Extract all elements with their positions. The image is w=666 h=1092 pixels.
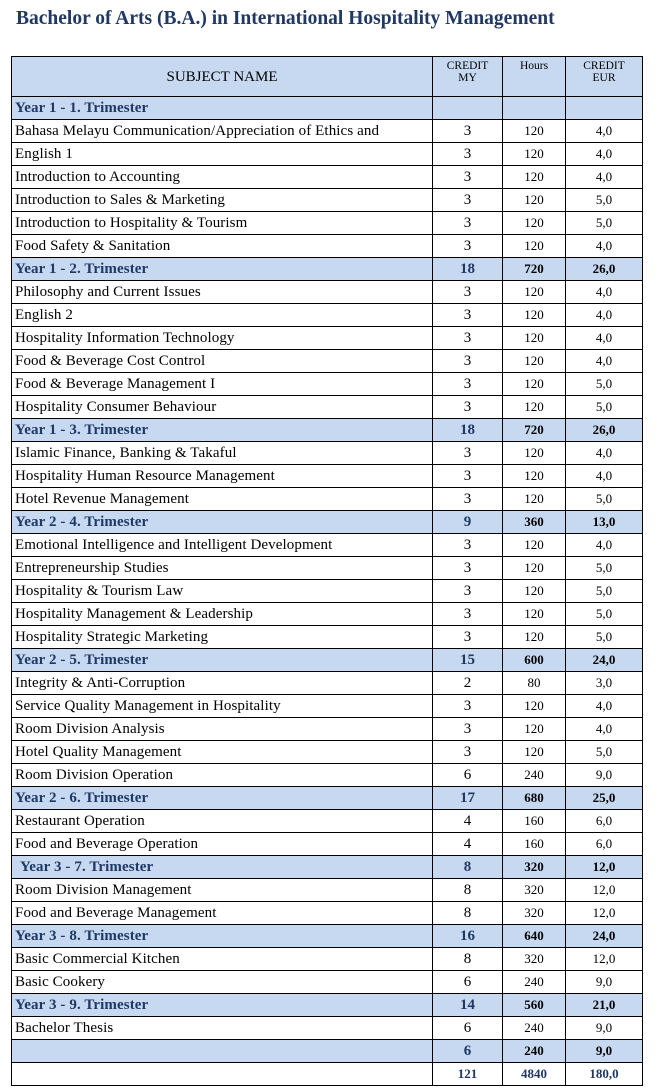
credit-eur-cell: 12,0 bbox=[566, 902, 643, 925]
course-row bbox=[12, 327, 643, 350]
hours-cell: 120 bbox=[503, 143, 566, 166]
hours-cell: 120 bbox=[503, 580, 566, 603]
subject-name-cell: Introduction to Accounting bbox=[12, 166, 433, 189]
hours-cell: 720 bbox=[503, 419, 566, 442]
hours-cell: 120 bbox=[503, 442, 566, 465]
credit-eur-cell: 5,0 bbox=[566, 557, 643, 580]
course-row bbox=[12, 672, 643, 695]
hours-cell: 120 bbox=[503, 718, 566, 741]
hours-cell bbox=[503, 97, 566, 120]
credit-eur-cell: 24,0 bbox=[566, 925, 643, 948]
credit-eur-cell bbox=[566, 97, 643, 120]
subject-name-cell: Year 3 - 8. Trimester bbox=[12, 925, 433, 948]
hours-cell: 120 bbox=[503, 373, 566, 396]
credit-my-cell: 18 bbox=[433, 258, 503, 281]
course-row bbox=[12, 741, 643, 764]
hours-cell: 120 bbox=[503, 350, 566, 373]
credit-my-cell: 3 bbox=[433, 488, 503, 511]
credit-my-cell: 3 bbox=[433, 350, 503, 373]
credit-my-cell: 3 bbox=[433, 603, 503, 626]
subject-name-cell: Year 2 - 5. Trimester bbox=[12, 649, 433, 672]
course-row bbox=[12, 557, 643, 580]
credit-my-header bbox=[433, 57, 503, 97]
course-row bbox=[12, 718, 643, 741]
credit-eur-cell: 4,0 bbox=[566, 327, 643, 350]
course-row bbox=[12, 603, 643, 626]
subject-name-cell: Room Division Management bbox=[12, 879, 433, 902]
credit-eur-cell: 9,0 bbox=[566, 1040, 643, 1063]
credit-eur-cell: 21,0 bbox=[566, 994, 643, 1017]
subject-name-cell bbox=[12, 1040, 433, 1063]
subject-name-cell: Year 3 - 7. Trimester bbox=[12, 856, 433, 879]
hours-cell: 120 bbox=[503, 557, 566, 580]
credit-eur-cell: 26,0 bbox=[566, 258, 643, 281]
subject-name-cell: Hospitality & Tourism Law bbox=[12, 580, 433, 603]
course-row bbox=[12, 143, 643, 166]
credit-my-cell: 17 bbox=[433, 787, 503, 810]
credit-eur-cell: 5,0 bbox=[566, 488, 643, 511]
subject-name-cell: Year 2 - 4. Trimester bbox=[12, 511, 433, 534]
trimester-header-row bbox=[12, 787, 643, 810]
subject-name-cell: Room Division Analysis bbox=[12, 718, 433, 741]
credit-my-header-line2: MY bbox=[458, 72, 477, 84]
credit-eur-cell: 4,0 bbox=[566, 442, 643, 465]
credit-eur-cell: 4,0 bbox=[566, 350, 643, 373]
hours-cell: 120 bbox=[503, 695, 566, 718]
credit-eur-cell: 5,0 bbox=[566, 189, 643, 212]
credit-eur-cell: 12,0 bbox=[566, 856, 643, 879]
hours-cell: 120 bbox=[503, 304, 566, 327]
subject-name-cell: Hospitality Strategic Marketing bbox=[12, 626, 433, 649]
hours-cell: 160 bbox=[503, 833, 566, 856]
trimester-header-row bbox=[12, 97, 643, 120]
subject-name-cell: Food and Beverage Management bbox=[12, 902, 433, 925]
credit-my-cell: 3 bbox=[433, 327, 503, 350]
subject-name-cell: Integrity & Anti-Corruption bbox=[12, 672, 433, 695]
credit-eur-cell: 24,0 bbox=[566, 649, 643, 672]
course-row bbox=[12, 488, 643, 511]
subject-name-cell: Hospitality Management & Leadership bbox=[12, 603, 433, 626]
credit-my-cell: 2 bbox=[433, 672, 503, 695]
credit-my-cell: 4 bbox=[433, 810, 503, 833]
hours-cell: 120 bbox=[503, 120, 566, 143]
hours-cell: 680 bbox=[503, 787, 566, 810]
total-row bbox=[12, 1063, 643, 1086]
page-title: Bachelor of Arts (B.A.) in International Hospitality Management bbox=[16, 8, 555, 29]
credit-my-cell: 8 bbox=[433, 948, 503, 971]
subject-name-cell: Hospitality Information Technology bbox=[12, 327, 433, 350]
course-row bbox=[12, 350, 643, 373]
hours-cell: 80 bbox=[503, 672, 566, 695]
credit-my-cell: 18 bbox=[433, 419, 503, 442]
hours-cell: 320 bbox=[503, 948, 566, 971]
trimester-header-row bbox=[12, 649, 643, 672]
credit-my-cell: 15 bbox=[433, 649, 503, 672]
credit-my-cell: 3 bbox=[433, 166, 503, 189]
credit-eur-cell: 5,0 bbox=[566, 603, 643, 626]
hours-cell: 240 bbox=[503, 1040, 566, 1063]
hours-cell: 240 bbox=[503, 764, 566, 787]
credit-my-cell: 3 bbox=[433, 626, 503, 649]
course-row bbox=[12, 281, 643, 304]
subject-name-cell: Food and Beverage Operation bbox=[12, 833, 433, 856]
trimester-header-row bbox=[12, 258, 643, 281]
subject-name-cell: Food & Beverage Management I bbox=[12, 373, 433, 396]
credit-eur-cell: 4,0 bbox=[566, 235, 643, 258]
credit-eur-cell: 12,0 bbox=[566, 948, 643, 971]
course-row bbox=[12, 580, 643, 603]
credit-eur-cell: 4,0 bbox=[566, 281, 643, 304]
subject-name-cell: Restaurant Operation bbox=[12, 810, 433, 833]
course-row bbox=[12, 189, 643, 212]
credit-eur-cell: 5,0 bbox=[566, 741, 643, 764]
course-row bbox=[12, 120, 643, 143]
course-row bbox=[12, 902, 643, 925]
trimester-header-row bbox=[12, 856, 643, 879]
hours-cell: 120 bbox=[503, 212, 566, 235]
credit-my-cell: 3 bbox=[433, 442, 503, 465]
credit-eur-cell: 5,0 bbox=[566, 580, 643, 603]
trimester-header-row bbox=[12, 511, 643, 534]
hours-cell: 320 bbox=[503, 879, 566, 902]
course-row bbox=[12, 626, 643, 649]
subject-name-cell: Emotional Intelligence and Intelligent Development bbox=[12, 534, 433, 557]
hours-cell: 120 bbox=[503, 327, 566, 350]
subject-name-cell: Hospitality Consumer Behaviour bbox=[12, 396, 433, 419]
subject-name-cell: Islamic Finance, Banking & Takaful bbox=[12, 442, 433, 465]
credit-my-cell: 3 bbox=[433, 120, 503, 143]
course-row bbox=[12, 764, 643, 787]
hours-cell: 120 bbox=[503, 465, 566, 488]
credit-my-cell: 14 bbox=[433, 994, 503, 1017]
credit-eur-header bbox=[566, 57, 643, 97]
hours-cell: 120 bbox=[503, 488, 566, 511]
credit-my-cell bbox=[433, 97, 503, 120]
credit-eur-cell: 4,0 bbox=[566, 465, 643, 488]
credit-eur-cell: 6,0 bbox=[566, 810, 643, 833]
credit-eur-header-line2: EUR bbox=[592, 72, 616, 84]
course-row bbox=[12, 465, 643, 488]
subject-name-cell: Hotel Quality Management bbox=[12, 741, 433, 764]
course-row bbox=[12, 971, 643, 994]
credit-eur-cell: 5,0 bbox=[566, 626, 643, 649]
subject-name-cell: Basic Commercial Kitchen bbox=[12, 948, 433, 971]
credit-eur-cell: 5,0 bbox=[566, 373, 643, 396]
credit-eur-cell: 9,0 bbox=[566, 1017, 643, 1040]
credit-eur-header-line1: CREDIT bbox=[583, 60, 625, 72]
credit-my-cell: 8 bbox=[433, 879, 503, 902]
credit-my-cell: 3 bbox=[433, 695, 503, 718]
trimester-header-row bbox=[12, 925, 643, 948]
subject-name-cell bbox=[12, 1063, 433, 1086]
credit-eur-cell: 4,0 bbox=[566, 718, 643, 741]
credit-my-cell: 3 bbox=[433, 304, 503, 327]
credit-eur-cell: 3,0 bbox=[566, 672, 643, 695]
credit-eur-cell: 5,0 bbox=[566, 212, 643, 235]
hours-cell: 600 bbox=[503, 649, 566, 672]
course-row bbox=[12, 879, 643, 902]
credit-eur-cell: 6,0 bbox=[566, 833, 643, 856]
subject-name-cell: Bachelor Thesis bbox=[12, 1017, 433, 1040]
hours-cell: 120 bbox=[503, 741, 566, 764]
hours-cell: 640 bbox=[503, 925, 566, 948]
course-row bbox=[12, 212, 643, 235]
subject-name-cell: Hotel Revenue Management bbox=[12, 488, 433, 511]
course-row bbox=[12, 1017, 643, 1040]
credit-my-cell: 4 bbox=[433, 833, 503, 856]
credit-my-cell: 3 bbox=[433, 281, 503, 304]
subject-name-cell: Food & Beverage Cost Control bbox=[12, 350, 433, 373]
credit-eur-cell: 26,0 bbox=[566, 419, 643, 442]
credit-my-cell: 9 bbox=[433, 511, 503, 534]
hours-cell: 120 bbox=[503, 396, 566, 419]
subject-name-header: SUBJECT NAME bbox=[12, 57, 433, 97]
credit-my-cell: 6 bbox=[433, 764, 503, 787]
curriculum-table bbox=[11, 56, 643, 1086]
table-header-row bbox=[12, 57, 643, 97]
subject-name-cell: Year 3 - 9. Trimester bbox=[12, 994, 433, 1017]
credit-my-cell: 8 bbox=[433, 902, 503, 925]
credit-my-cell: 3 bbox=[433, 235, 503, 258]
subject-name-cell: Introduction to Sales & Marketing bbox=[12, 189, 433, 212]
hours-cell: 360 bbox=[503, 511, 566, 534]
credit-my-cell: 16 bbox=[433, 925, 503, 948]
credit-eur-cell: 12,0 bbox=[566, 879, 643, 902]
hours-cell: 120 bbox=[503, 166, 566, 189]
credit-eur-cell: 180,0 bbox=[566, 1063, 643, 1086]
subject-name-cell: Service Quality Management in Hospitality bbox=[12, 695, 433, 718]
subject-name-cell: Year 1 - 3. Trimester bbox=[12, 419, 433, 442]
credit-eur-cell: 5,0 bbox=[566, 396, 643, 419]
subject-name-cell: Year 1 - 1. Trimester bbox=[12, 97, 433, 120]
course-row bbox=[12, 166, 643, 189]
credit-my-header-line1: CREDIT bbox=[446, 60, 489, 72]
hours-cell: 720 bbox=[503, 258, 566, 281]
course-row bbox=[12, 373, 643, 396]
subject-name-cell: Year 1 - 2. Trimester bbox=[12, 258, 433, 281]
course-row bbox=[12, 695, 643, 718]
credit-my-cell: 6 bbox=[433, 971, 503, 994]
credit-my-cell: 3 bbox=[433, 534, 503, 557]
credit-eur-cell: 4,0 bbox=[566, 695, 643, 718]
credit-my-cell: 3 bbox=[433, 189, 503, 212]
subject-name-cell: English 2 bbox=[12, 304, 433, 327]
credit-my-cell: 6 bbox=[433, 1017, 503, 1040]
hours-cell: 160 bbox=[503, 810, 566, 833]
trimester-header-row bbox=[12, 419, 643, 442]
course-row bbox=[12, 833, 643, 856]
trimester-header-row bbox=[12, 994, 643, 1017]
table-body bbox=[12, 97, 643, 1086]
hours-cell: 4840 bbox=[503, 1063, 566, 1086]
course-row bbox=[12, 235, 643, 258]
course-row bbox=[12, 304, 643, 327]
credit-eur-cell: 4,0 bbox=[566, 143, 643, 166]
hours-cell: 240 bbox=[503, 971, 566, 994]
credit-my-cell: 3 bbox=[433, 741, 503, 764]
course-row bbox=[12, 396, 643, 419]
credit-my-cell: 3 bbox=[433, 143, 503, 166]
subject-name-cell: Room Division Operation bbox=[12, 764, 433, 787]
hours-cell: 320 bbox=[503, 856, 566, 879]
course-row bbox=[12, 810, 643, 833]
credit-eur-cell: 9,0 bbox=[566, 764, 643, 787]
subject-name-cell: Hospitality Human Resource Management bbox=[12, 465, 433, 488]
hours-cell: 560 bbox=[503, 994, 566, 1017]
credit-eur-cell: 4,0 bbox=[566, 534, 643, 557]
subject-name-cell: Bahasa Melayu Communication/Appreciation of Ethics and bbox=[12, 120, 433, 143]
hours-cell: 120 bbox=[503, 603, 566, 626]
subject-name-cell: Introduction to Hospitality & Tourism bbox=[12, 212, 433, 235]
credit-my-cell: 8 bbox=[433, 856, 503, 879]
credit-eur-cell: 4,0 bbox=[566, 304, 643, 327]
credit-my-cell: 3 bbox=[433, 557, 503, 580]
subject-name-cell: Year 2 - 6. Trimester bbox=[12, 787, 433, 810]
credit-my-cell: 3 bbox=[433, 718, 503, 741]
credit-my-cell: 3 bbox=[433, 396, 503, 419]
credit-my-cell: 3 bbox=[433, 373, 503, 396]
credit-eur-cell: 13,0 bbox=[566, 511, 643, 534]
credit-my-cell: 121 bbox=[433, 1063, 503, 1086]
course-row bbox=[12, 442, 643, 465]
hours-cell: 120 bbox=[503, 235, 566, 258]
subject-name-cell: Basic Cookery bbox=[12, 971, 433, 994]
hours-cell: 240 bbox=[503, 1017, 566, 1040]
subject-name-cell: English 1 bbox=[12, 143, 433, 166]
hours-cell: 120 bbox=[503, 189, 566, 212]
hours-cell: 320 bbox=[503, 902, 566, 925]
credit-eur-cell: 9,0 bbox=[566, 971, 643, 994]
credit-my-cell: 6 bbox=[433, 1040, 503, 1063]
credit-my-cell: 3 bbox=[433, 580, 503, 603]
subtotal-row bbox=[12, 1040, 643, 1063]
hours-header: Hours bbox=[503, 57, 566, 97]
credit-eur-cell: 4,0 bbox=[566, 166, 643, 189]
credit-my-cell: 3 bbox=[433, 465, 503, 488]
hours-cell: 120 bbox=[503, 626, 566, 649]
credit-eur-cell: 4,0 bbox=[566, 120, 643, 143]
credit-my-cell: 3 bbox=[433, 212, 503, 235]
course-row bbox=[12, 948, 643, 971]
subject-name-cell: Philosophy and Current Issues bbox=[12, 281, 433, 304]
subject-name-cell: Entrepreneurship Studies bbox=[12, 557, 433, 580]
subject-name-cell: Food Safety & Sanitation bbox=[12, 235, 433, 258]
course-row bbox=[12, 534, 643, 557]
credit-eur-cell: 25,0 bbox=[566, 787, 643, 810]
hours-cell: 120 bbox=[503, 281, 566, 304]
hours-cell: 120 bbox=[503, 534, 566, 557]
